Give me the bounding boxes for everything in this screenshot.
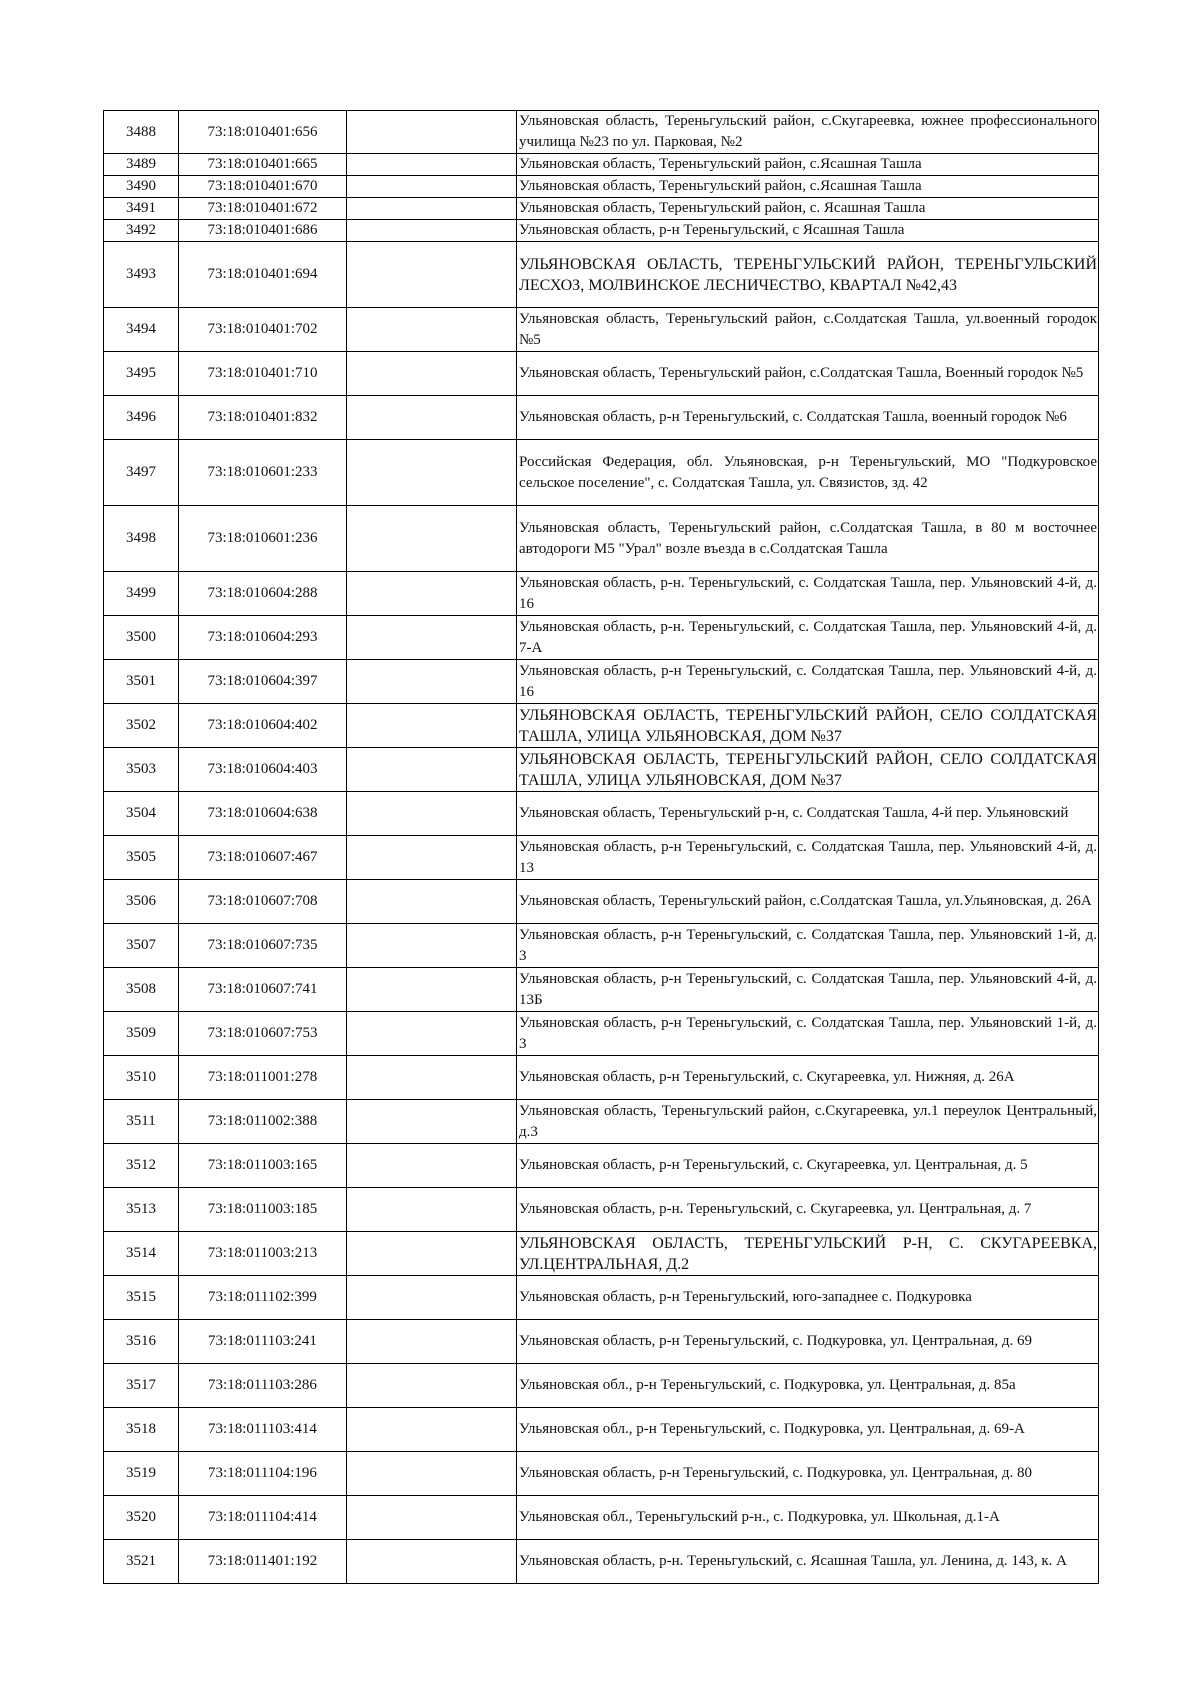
table-row xyxy=(104,748,1099,792)
row-number-cell: 3494 xyxy=(104,308,179,352)
address-cell: Ульяновская область, р-н Тереньгульский, с. Скугареевка, ул. Нижняя, д. 26А xyxy=(517,1056,1099,1100)
table-row xyxy=(104,440,1099,506)
row-number-cell: 3511 xyxy=(104,1100,179,1144)
row-number-cell: 3521 xyxy=(104,1540,179,1584)
table-row xyxy=(104,836,1099,880)
row-number-cell: 3519 xyxy=(104,1452,179,1496)
address-cell: УЛЬЯНОВСКАЯ ОБЛАСТЬ, ТЕРЕНЬГУЛЬСКИЙ Р-Н, С. СКУГАРЕЕВКА, УЛ.ЦЕНТРАЛЬНАЯ, Д.2 xyxy=(517,1232,1099,1276)
empty-cell xyxy=(347,1452,517,1496)
cadastral-number-cell: 73:18:011103:414 xyxy=(179,1408,347,1452)
row-number-cell: 3501 xyxy=(104,660,179,704)
empty-cell xyxy=(347,198,517,220)
row-number-cell: 3488 xyxy=(104,111,179,154)
address-cell: Ульяновская область, р-н. Тереньгульский, с. Солдатская Ташла, пер. Ульяновский 4-й, д. 16 xyxy=(517,572,1099,616)
table-row xyxy=(104,220,1099,242)
address-cell: Ульяновская область, р-н Тереньгульский, юго-западнее с. Подкуровка xyxy=(517,1276,1099,1320)
empty-cell xyxy=(347,1188,517,1232)
cadastral-number-cell: 73:18:010607:753 xyxy=(179,1012,347,1056)
address-cell: Ульяновская область, р-н Тереньгульский, с. Подкуровка, ул. Центральная, д. 69 xyxy=(517,1320,1099,1364)
table-row xyxy=(104,1364,1099,1408)
cadastral-number-cell: 73:18:010401:702 xyxy=(179,308,347,352)
empty-cell xyxy=(347,968,517,1012)
table-row xyxy=(104,792,1099,836)
address-cell: Ульяновская область, Тереньгульский район, с.Скугареевка, ул.1 переулок Центральный, д.3 xyxy=(517,1100,1099,1144)
row-number-cell: 3505 xyxy=(104,836,179,880)
address-cell: Ульяновская область, р-н Тереньгульский, с. Солдатская Ташла, военный городок №6 xyxy=(517,396,1099,440)
empty-cell xyxy=(347,704,517,748)
address-cell: Ульяновская область, р-н Тереньгульский, с. Солдатская Ташла, пер. Ульяновский 1-й, д. 3 xyxy=(517,1012,1099,1056)
empty-cell xyxy=(347,1232,517,1276)
address-cell: Ульяновская область, р-н Тереньгульский, с. Солдатская Ташла, пер. Ульяновский 4-й, д. 16 xyxy=(517,660,1099,704)
table-row xyxy=(104,1144,1099,1188)
empty-cell xyxy=(347,352,517,396)
empty-cell xyxy=(347,792,517,836)
table-row xyxy=(104,111,1099,154)
address-cell: УЛЬЯНОВСКАЯ ОБЛАСТЬ, ТЕРЕНЬГУЛЬСКИЙ РАЙОН, СЕЛО СОЛДАТСКАЯ ТАШЛА, УЛИЦА УЛЬЯНОВСКАЯ, ДОМ №37 xyxy=(517,704,1099,748)
row-number-cell: 3510 xyxy=(104,1056,179,1100)
table-row xyxy=(104,704,1099,748)
empty-cell xyxy=(347,440,517,506)
row-number-cell: 3514 xyxy=(104,1232,179,1276)
cadastral-number-cell: 73:18:010401:672 xyxy=(179,198,347,220)
address-cell: Ульяновская область, р-н Тереньгульский, с. Подкуровка, ул. Центральная, д. 80 xyxy=(517,1452,1099,1496)
address-cell: Ульяновская область, р-н. Тереньгульский, с. Солдатская Ташла, пер. Ульяновский 4-й, д. 7-А xyxy=(517,616,1099,660)
cadastral-number-cell: 73:18:010401:686 xyxy=(179,220,347,242)
cadastral-number-cell: 73:18:011001:278 xyxy=(179,1056,347,1100)
address-cell: Ульяновская область, р-н Тереньгульский, с. Скугареевка, ул. Центральная, д. 5 xyxy=(517,1144,1099,1188)
cadastral-number-cell: 73:18:010401:832 xyxy=(179,396,347,440)
row-number-cell: 3490 xyxy=(104,176,179,198)
empty-cell xyxy=(347,880,517,924)
row-number-cell: 3496 xyxy=(104,396,179,440)
table-row xyxy=(104,396,1099,440)
table-row xyxy=(104,1276,1099,1320)
row-number-cell: 3489 xyxy=(104,154,179,176)
cadastral-number-cell: 73:18:011102:399 xyxy=(179,1276,347,1320)
address-cell: Ульяновская область, Тереньгульский район, с.Скугареевка, южнее профессионального училища №23 по ул. Парковая, №2 xyxy=(517,111,1099,154)
row-number-cell: 3502 xyxy=(104,704,179,748)
empty-cell xyxy=(347,616,517,660)
empty-cell xyxy=(347,1056,517,1100)
empty-cell xyxy=(347,242,517,308)
cadastral-number-cell: 73:18:010604:288 xyxy=(179,572,347,616)
empty-cell xyxy=(347,176,517,198)
empty-cell xyxy=(347,1540,517,1584)
row-number-cell: 3512 xyxy=(104,1144,179,1188)
address-cell: УЛЬЯНОВСКАЯ ОБЛАСТЬ, ТЕРЕНЬГУЛЬСКИЙ РАЙОН, СЕЛО СОЛДАТСКАЯ ТАШЛА, УЛИЦА УЛЬЯНОВСКАЯ, ДОМ №37 xyxy=(517,748,1099,792)
row-number-cell: 3508 xyxy=(104,968,179,1012)
empty-cell xyxy=(347,154,517,176)
cadastral-table-body xyxy=(104,111,1099,1584)
row-number-cell: 3493 xyxy=(104,242,179,308)
cadastral-number-cell: 73:18:011104:196 xyxy=(179,1452,347,1496)
address-cell: Ульяновская область, Тереньгульский район, с. Ясашная Ташла xyxy=(517,198,1099,220)
address-cell: Российская Федерация, обл. Ульяновская, р-н Тереньгульский, МО "Подкуровское сельское поселение", с. Солдатская Ташла, ул. Связистов, зд. 42 xyxy=(517,440,1099,506)
row-number-cell: 3503 xyxy=(104,748,179,792)
address-cell: Ульяновская область, р-н Тереньгульский, с Ясашная Ташла xyxy=(517,220,1099,242)
table-row xyxy=(104,660,1099,704)
cadastral-table xyxy=(103,110,1099,1584)
table-row xyxy=(104,1452,1099,1496)
table-row xyxy=(104,506,1099,572)
row-number-cell: 3518 xyxy=(104,1408,179,1452)
row-number-cell: 3517 xyxy=(104,1364,179,1408)
cadastral-number-cell: 73:18:010401:694 xyxy=(179,242,347,308)
table-row xyxy=(104,352,1099,396)
cadastral-number-cell: 73:18:010401:665 xyxy=(179,154,347,176)
row-number-cell: 3491 xyxy=(104,198,179,220)
row-number-cell: 3520 xyxy=(104,1496,179,1540)
empty-cell xyxy=(347,1364,517,1408)
row-number-cell: 3513 xyxy=(104,1188,179,1232)
table-row xyxy=(104,308,1099,352)
row-number-cell: 3492 xyxy=(104,220,179,242)
cadastral-number-cell: 73:18:011003:185 xyxy=(179,1188,347,1232)
row-number-cell: 3497 xyxy=(104,440,179,506)
row-number-cell: 3504 xyxy=(104,792,179,836)
table-row xyxy=(104,1496,1099,1540)
cadastral-number-cell: 73:18:011003:165 xyxy=(179,1144,347,1188)
empty-cell xyxy=(347,396,517,440)
empty-cell xyxy=(347,1496,517,1540)
row-number-cell: 3515 xyxy=(104,1276,179,1320)
address-cell: Ульяновская область, Тереньгульский район, с.Ясашная Ташла xyxy=(517,154,1099,176)
table-row xyxy=(104,616,1099,660)
address-cell: Ульяновская область, Тереньгульский район, с.Солдатская Ташла, ул.Ульяновская, д. 26А xyxy=(517,880,1099,924)
empty-cell xyxy=(347,1408,517,1452)
empty-cell xyxy=(347,1276,517,1320)
empty-cell xyxy=(347,836,517,880)
table-row xyxy=(104,1100,1099,1144)
address-cell: Ульяновская область, Тереньгульский район, с.Солдатская Ташла, в 80 м восточнее автодороги М5 "Урал" возле въезда в с.Солдатская Ташла xyxy=(517,506,1099,572)
table-row xyxy=(104,1056,1099,1100)
cadastral-number-cell: 73:18:011401:192 xyxy=(179,1540,347,1584)
cadastral-number-cell: 73:18:010607:467 xyxy=(179,836,347,880)
empty-cell xyxy=(347,220,517,242)
table-row xyxy=(104,880,1099,924)
address-cell: Ульяновская область, р-н. Тереньгульский, с. Ясашная Ташла, ул. Ленина, д. 143, к. А xyxy=(517,1540,1099,1584)
cadastral-number-cell: 73:18:011003:213 xyxy=(179,1232,347,1276)
table-row xyxy=(104,572,1099,616)
address-cell: Ульяновская обл., р-н Тереньгульский, с. Подкуровка, ул. Центральная, д. 69-А xyxy=(517,1408,1099,1452)
empty-cell xyxy=(347,924,517,968)
table-row xyxy=(104,1540,1099,1584)
address-cell: Ульяновская обл., Тереньгульский р-н., с. Подкуровка, ул. Школьная, д.1-А xyxy=(517,1496,1099,1540)
address-cell: Ульяновская область, Тереньгульский район, с.Солдатская Ташла, ул.военный городок №5 xyxy=(517,308,1099,352)
empty-cell xyxy=(347,660,517,704)
cadastral-number-cell: 73:18:010601:233 xyxy=(179,440,347,506)
table-row xyxy=(104,1408,1099,1452)
cadastral-number-cell: 73:18:011103:286 xyxy=(179,1364,347,1408)
cadastral-number-cell: 73:18:010401:670 xyxy=(179,176,347,198)
cadastral-number-cell: 73:18:011002:388 xyxy=(179,1100,347,1144)
cadastral-number-cell: 73:18:010607:735 xyxy=(179,924,347,968)
row-number-cell: 3509 xyxy=(104,1012,179,1056)
empty-cell xyxy=(347,506,517,572)
empty-cell xyxy=(347,1100,517,1144)
address-cell: УЛЬЯНОВСКАЯ ОБЛАСТЬ, ТЕРЕНЬГУЛЬСКИЙ РАЙОН, ТЕРЕНЬГУЛЬСКИЙ ЛЕСХОЗ, МОЛВИНСКОЕ ЛЕСНИЧЕСТВО, КВАРТАЛ №42,43 xyxy=(517,242,1099,308)
table-row xyxy=(104,176,1099,198)
cadastral-number-cell: 73:18:010601:236 xyxy=(179,506,347,572)
cadastral-number-cell: 73:18:010401:656 xyxy=(179,111,347,154)
table-row xyxy=(104,968,1099,1012)
cadastral-number-cell: 73:18:011104:414 xyxy=(179,1496,347,1540)
empty-cell xyxy=(347,1320,517,1364)
row-number-cell: 3498 xyxy=(104,506,179,572)
row-number-cell: 3495 xyxy=(104,352,179,396)
table-row xyxy=(104,924,1099,968)
cadastral-number-cell: 73:18:010607:741 xyxy=(179,968,347,1012)
address-cell: Ульяновская обл., р-н Тереньгульский, с. Подкуровка, ул. Центральная, д. 85а xyxy=(517,1364,1099,1408)
table-row xyxy=(104,1232,1099,1276)
table-row xyxy=(104,1012,1099,1056)
cadastral-number-cell: 73:18:010604:402 xyxy=(179,704,347,748)
row-number-cell: 3506 xyxy=(104,880,179,924)
empty-cell xyxy=(347,111,517,154)
empty-cell xyxy=(347,748,517,792)
empty-cell xyxy=(347,1144,517,1188)
cadastral-number-cell: 73:18:010604:293 xyxy=(179,616,347,660)
empty-cell xyxy=(347,572,517,616)
table-row xyxy=(104,154,1099,176)
cadastral-number-cell: 73:18:011103:241 xyxy=(179,1320,347,1364)
table-row xyxy=(104,1320,1099,1364)
row-number-cell: 3499 xyxy=(104,572,179,616)
address-cell: Ульяновская область, р-н Тереньгульский, с. Солдатская Ташла, пер. Ульяновский 4-й, д. 13Б xyxy=(517,968,1099,1012)
row-number-cell: 3516 xyxy=(104,1320,179,1364)
table-row xyxy=(104,242,1099,308)
address-cell: Ульяновская область, р-н. Тереньгульский, с. Скугареевка, ул. Центральная, д. 7 xyxy=(517,1188,1099,1232)
address-cell: Ульяновская область, р-н Тереньгульский, с. Солдатская Ташла, пер. Ульяновский 4-й, д. 13 xyxy=(517,836,1099,880)
cadastral-number-cell: 73:18:010604:638 xyxy=(179,792,347,836)
cadastral-number-cell: 73:18:010604:397 xyxy=(179,660,347,704)
row-number-cell: 3500 xyxy=(104,616,179,660)
table-row xyxy=(104,1188,1099,1232)
empty-cell xyxy=(347,308,517,352)
cadastral-number-cell: 73:18:010604:403 xyxy=(179,748,347,792)
empty-cell xyxy=(347,1012,517,1056)
address-cell: Ульяновская область, Тереньгульский р-н, с. Солдатская Ташла, 4-й пер. Ульяновский xyxy=(517,792,1099,836)
address-cell: Ульяновская область, р-н Тереньгульский, с. Солдатская Ташла, пер. Ульяновский 1-й, д. 3 xyxy=(517,924,1099,968)
table-row xyxy=(104,198,1099,220)
address-cell: Ульяновская область, Тереньгульский район, с.Ясашная Ташла xyxy=(517,176,1099,198)
row-number-cell: 3507 xyxy=(104,924,179,968)
address-cell: Ульяновская область, Тереньгульский район, с.Солдатская Ташла, Военный городок №5 xyxy=(517,352,1099,396)
cadastral-number-cell: 73:18:010401:710 xyxy=(179,352,347,396)
cadastral-number-cell: 73:18:010607:708 xyxy=(179,880,347,924)
